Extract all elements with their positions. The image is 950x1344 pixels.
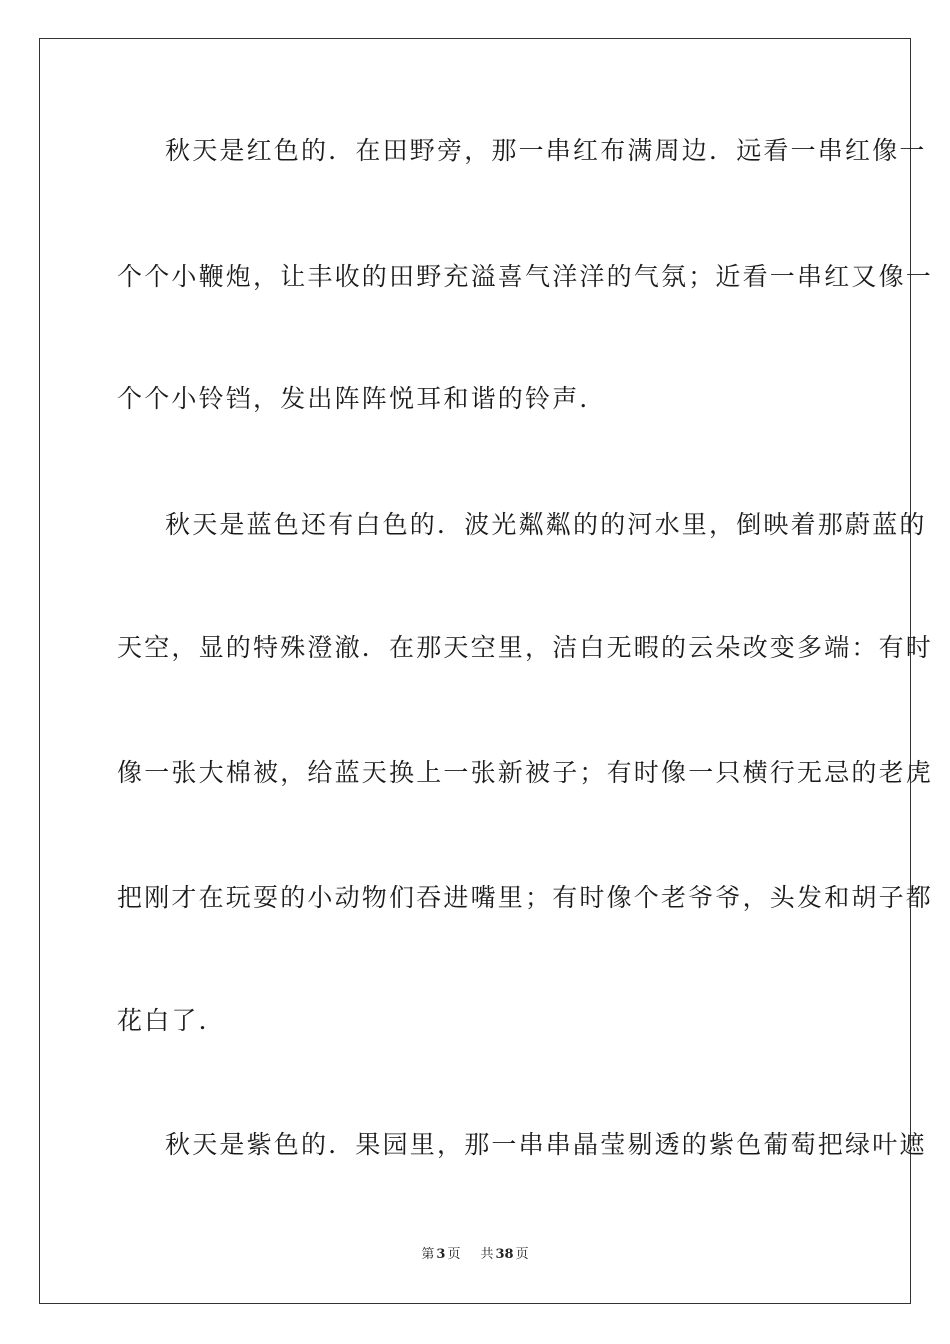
page-number: 3: [436, 1247, 446, 1262]
paragraph-2-line-4: 把刚才在玩耍的小动物们吞进嘴里；有时像个老爷爷，头发和胡子都: [117, 883, 934, 912]
total-pages: 38: [495, 1247, 514, 1262]
paragraph-1-line-3: 个个小铃铛，发出阵阵悦耳和谐的铃声．: [117, 384, 607, 413]
paragraph-2-line-1: 秋天是蓝色还有白色的．波光粼粼的的河水里，倒映着那蔚蓝的: [165, 510, 927, 539]
paragraph-1-line-2: 个个小鞭炮，让丰收的田野充溢喜气洋洋的气氛；近看一串红又像一: [117, 262, 934, 291]
paragraph-2-line-2: 天空，显的特殊澄澈．在那天空里，洁白无暇的云朵改变多端：有时: [117, 633, 934, 662]
total-prefix: 共: [480, 1247, 494, 1262]
paragraph-1-line-1: 秋天是红色的．在田野旁，那一串红布满周边．远看一串红像一: [165, 136, 927, 165]
page-prefix: 第: [421, 1247, 435, 1262]
total-suffix: 页: [515, 1247, 529, 1262]
page-border: [39, 38, 934, 1304]
paragraph-2-line-5: 花白了．: [117, 1006, 226, 1035]
paragraph-3-line-1: 秋天是紫色的．果园里，那一串串晶莹剔透的紫色葡萄把绿叶遮: [165, 1130, 927, 1159]
page-footer: [0, 1246, 950, 1264]
page-suffix: 页: [447, 1247, 461, 1262]
paragraph-2-line-3: 像一张大棉被，给蓝天换上一张新被子；有时像一只横行无忌的老虎: [117, 758, 934, 787]
